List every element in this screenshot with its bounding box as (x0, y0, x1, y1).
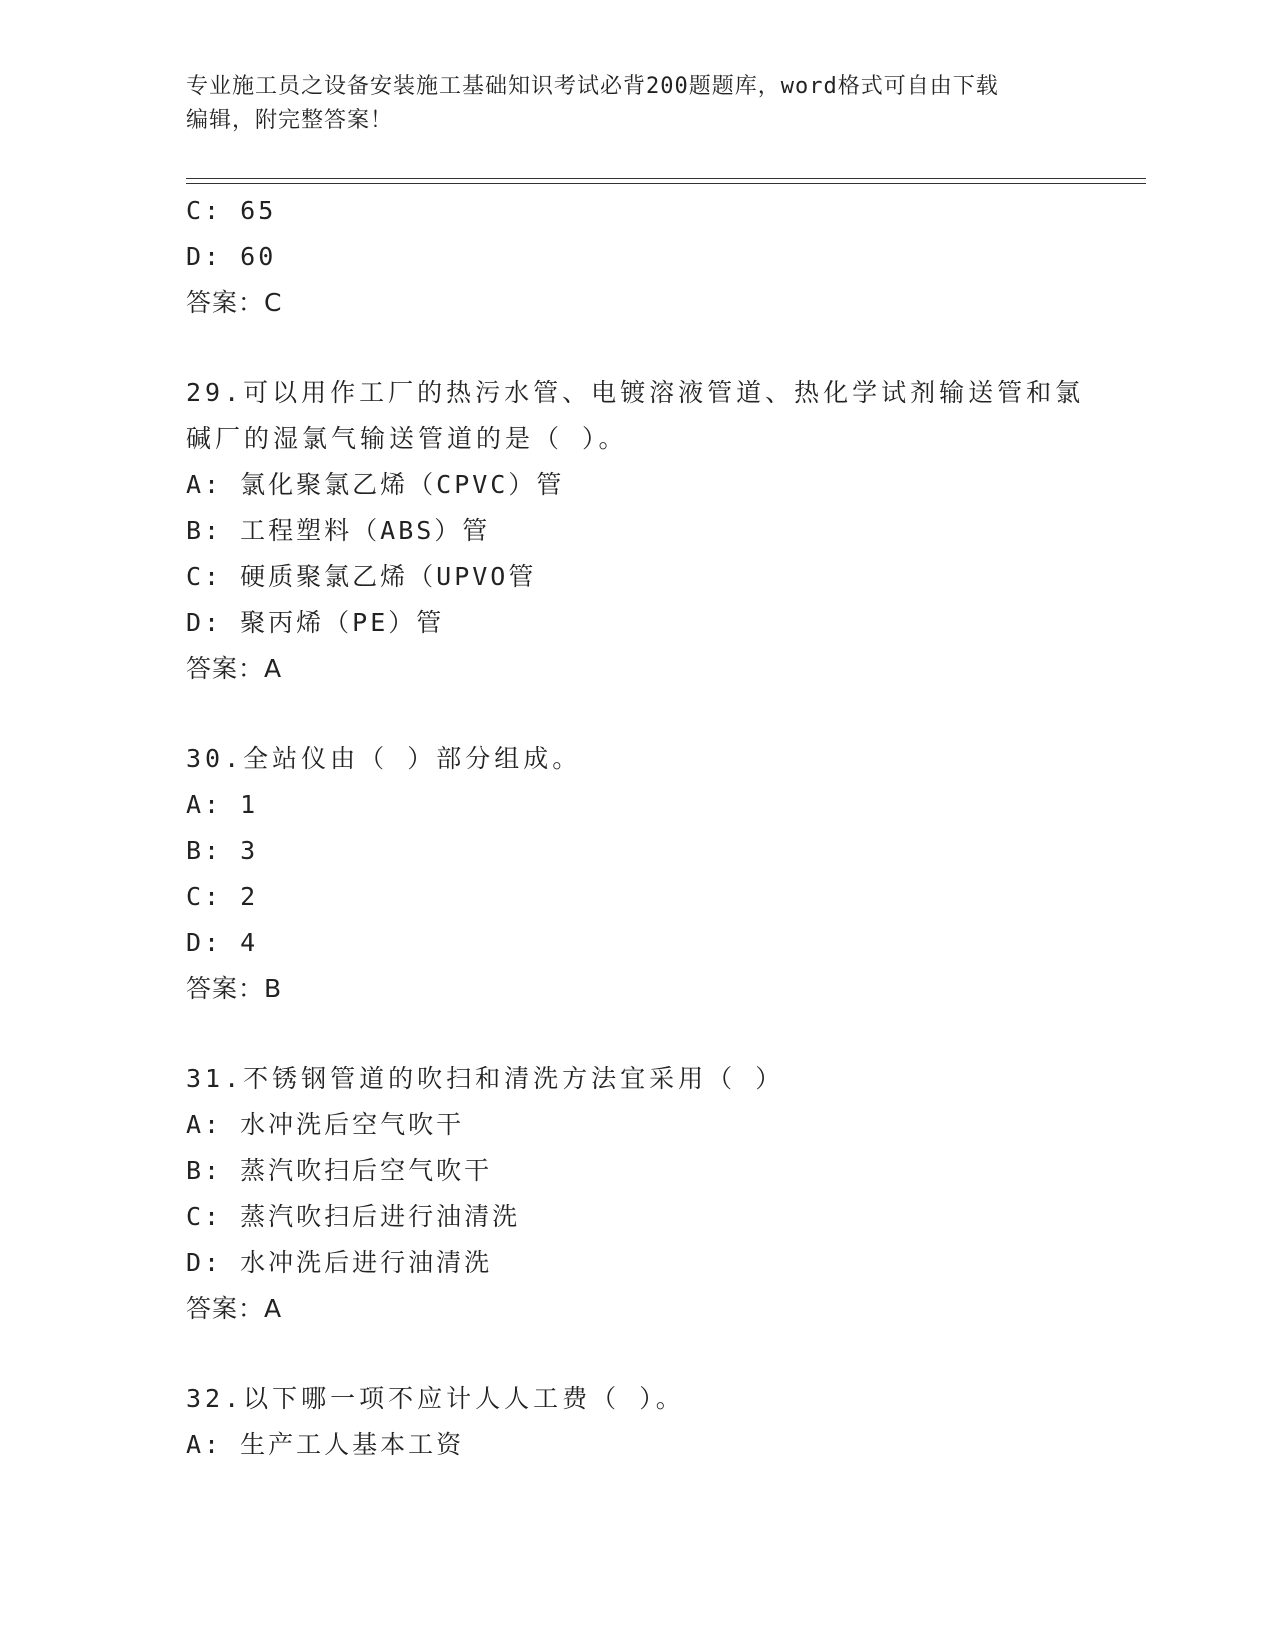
option-c: C: 2 (186, 882, 259, 911)
question-block-28-continued (186, 188, 1146, 326)
option-a: A: 生产工人基本工资 (186, 1430, 465, 1459)
question-gap (186, 326, 1146, 370)
question-gap (186, 1332, 1146, 1376)
question-block-29 (186, 370, 1146, 692)
question-stem: 32.以下哪一项不应计人人工费（ ）。 (186, 1384, 685, 1413)
option-d: D: 4 (186, 928, 259, 957)
option-b: B: 工程塑料（ABS）管 (186, 516, 491, 545)
document-header (186, 70, 1086, 138)
answer-line: 答案：A (186, 1294, 283, 1323)
header-line-2: 编辑，附完整答案！ (186, 108, 394, 133)
question-gap (186, 692, 1146, 736)
answer-line: 答案：B (186, 974, 283, 1003)
option-b: B: 3 (186, 836, 259, 865)
header-divider-top (186, 178, 1146, 179)
header-divider-bottom (186, 183, 1146, 184)
option-c: C: 蒸汽吹扫后进行油清洗 (186, 1202, 521, 1231)
question-block-31 (186, 1056, 1146, 1332)
question-list (186, 188, 1146, 1468)
option-d: D: 60 (186, 242, 277, 271)
option-d: D: 聚丙烯（PE）管 (186, 608, 445, 637)
option-d: D: 水冲洗后进行油清洗 (186, 1248, 493, 1277)
option-a: A: 1 (186, 790, 259, 819)
option-a: A: 水冲洗后空气吹干 (186, 1110, 465, 1139)
header-line-1: 专业施工员之设备安装施工基础知识考试必背200题题库，word格式可自由下载 (186, 74, 999, 99)
option-c: C: 65 (186, 196, 277, 225)
question-block-30 (186, 736, 1146, 1012)
question-stem: 29.可以用作工厂的热污水管、电镀溶液管道、热化学试剂输送管和氯 (186, 378, 1085, 407)
question-gap (186, 1012, 1146, 1056)
option-b: B: 蒸汽吹扫后空气吹干 (186, 1156, 493, 1185)
question-stem: 碱厂的湿氯气输送管道的是（ ）。 (186, 424, 628, 453)
option-a: A: 氯化聚氯乙烯（CPVC）管 (186, 470, 565, 499)
question-block-32 (186, 1376, 1146, 1468)
option-c: C: 硬质聚氯乙烯（UPVO管 (186, 562, 537, 591)
question-stem: 31.不锈钢管道的吹扫和清洗方法宜采用（ ） (186, 1064, 785, 1093)
question-stem: 30.全站仪由（ ）部分组成。 (186, 744, 582, 773)
answer-line: 答案：C (186, 288, 283, 317)
answer-line: 答案：A (186, 654, 283, 683)
